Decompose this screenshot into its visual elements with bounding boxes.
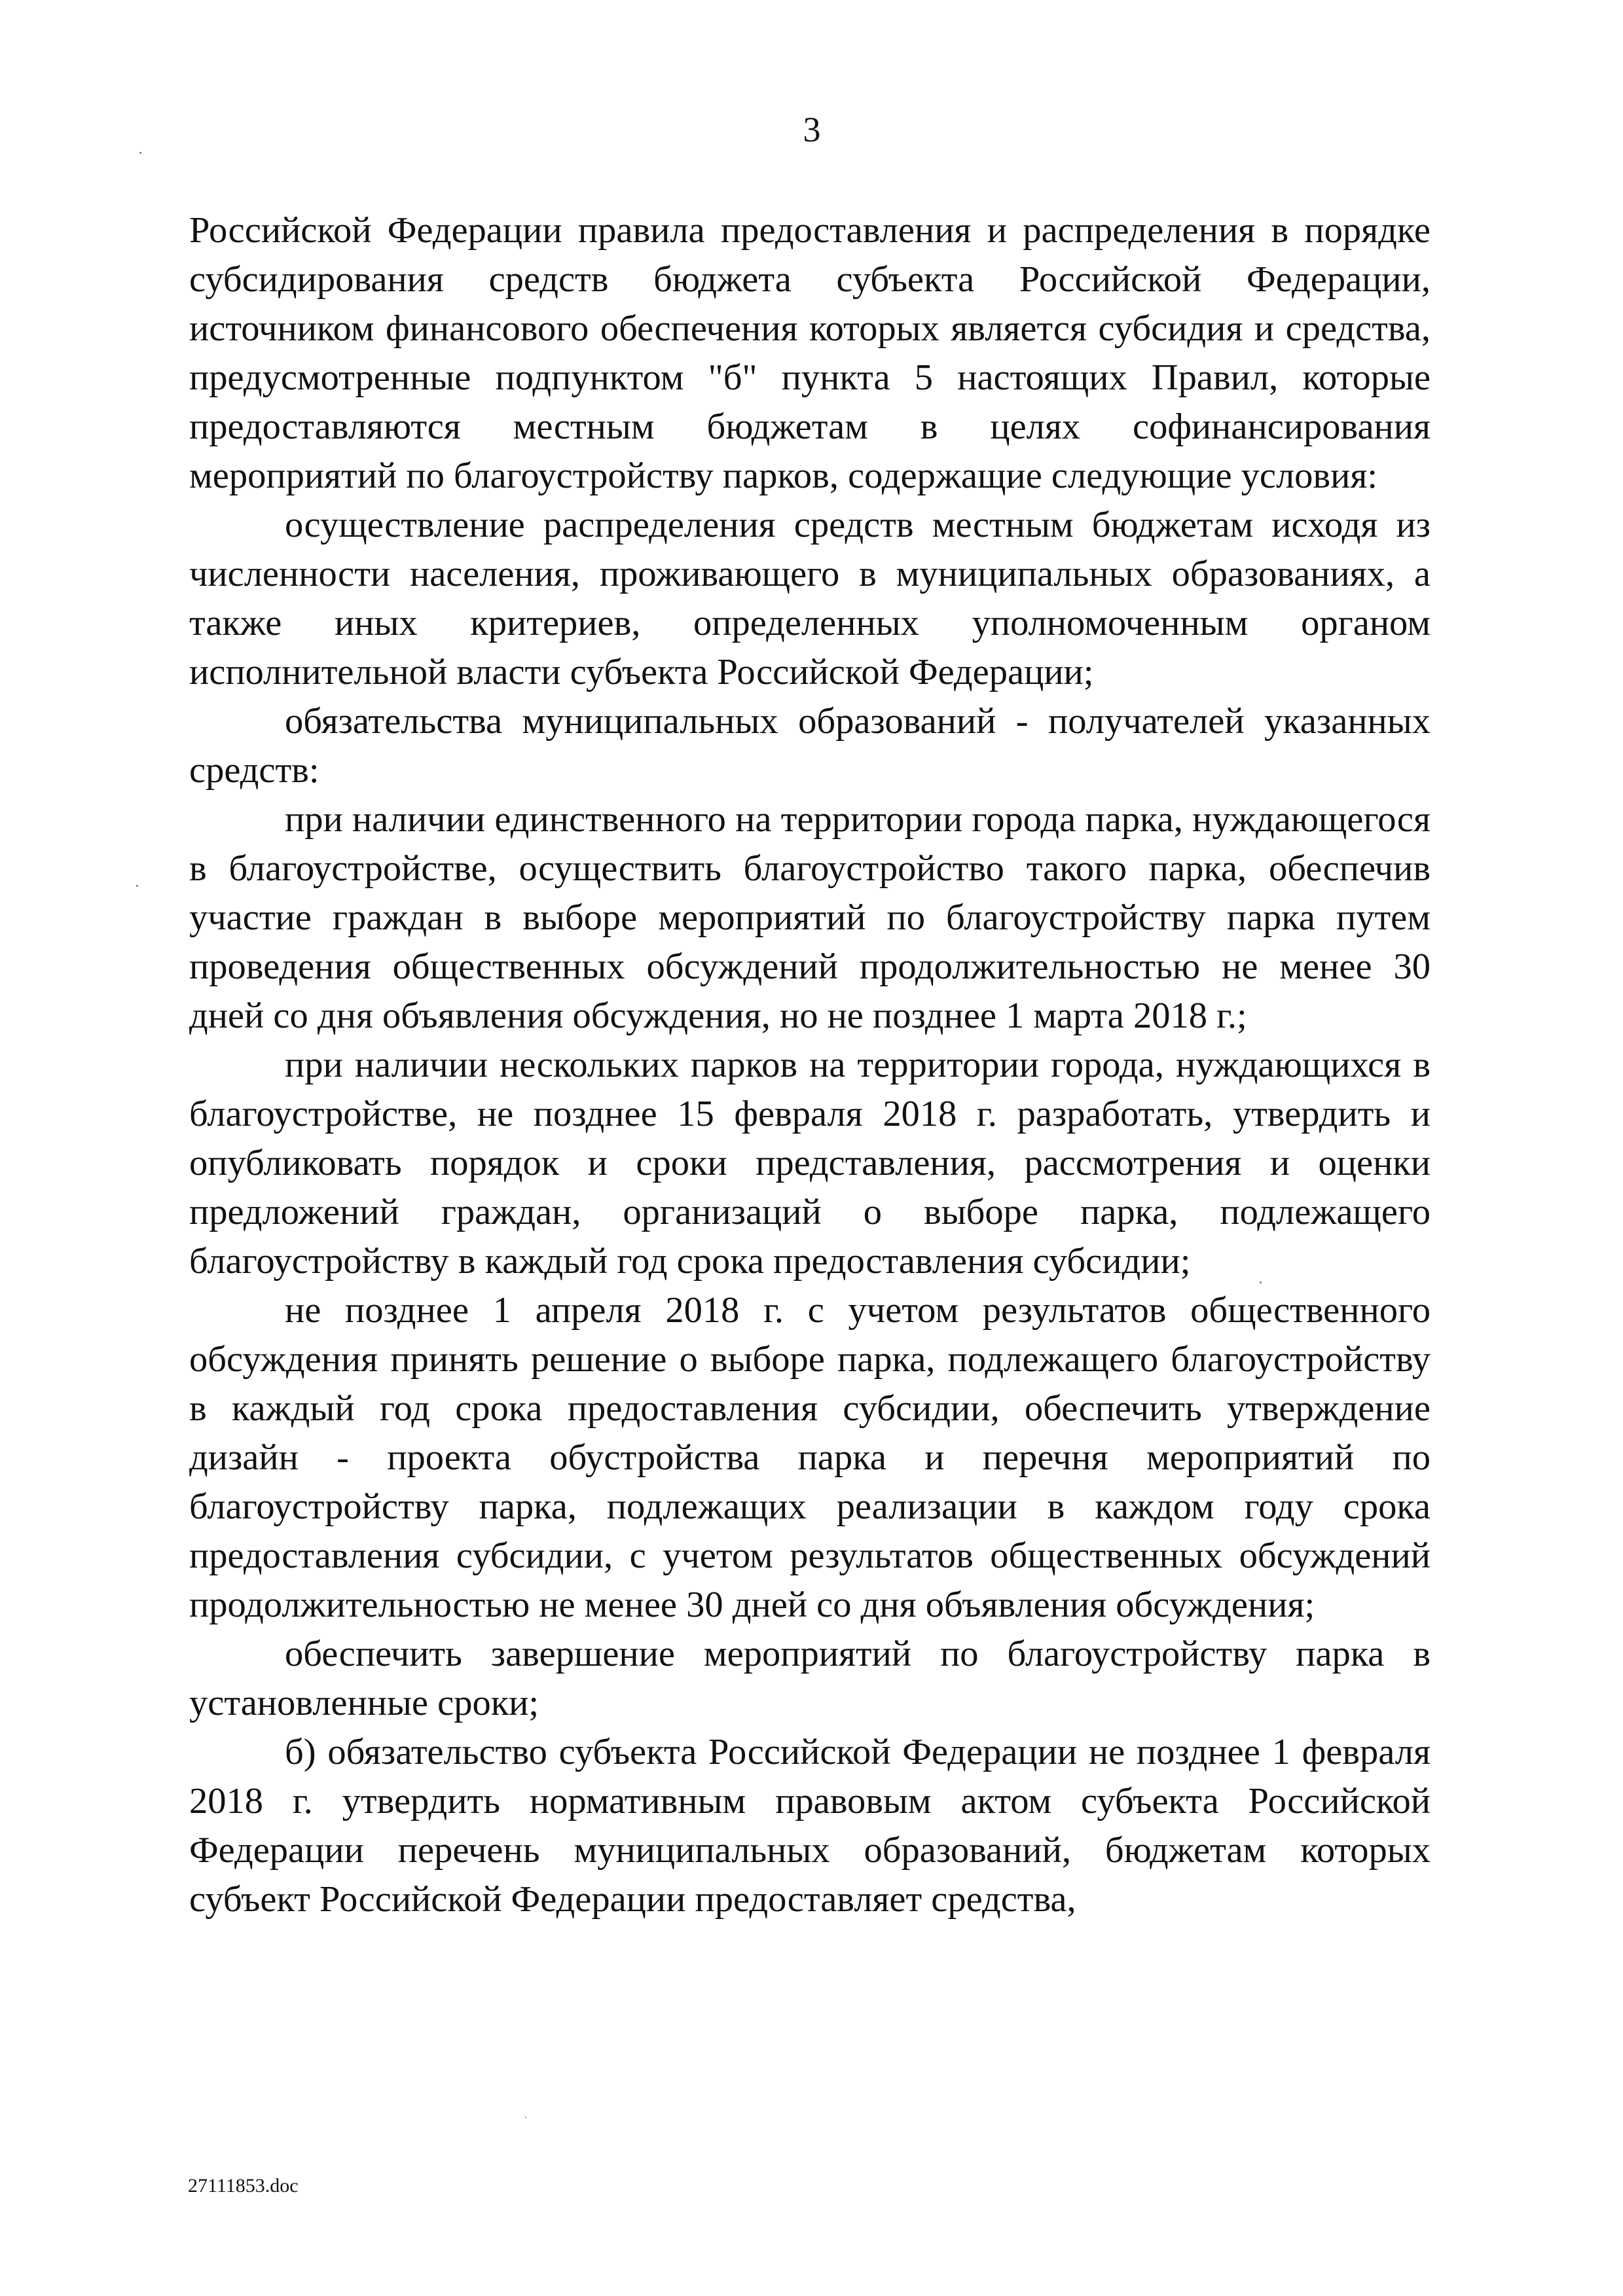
scan-speck [136,885,138,887]
paragraph-municipal-obligations: обязательства муниципальных образований - получателей указанных средств: [189,701,1431,791]
scan-speck [1260,1282,1262,1283]
paragraph-item-b: б) обязательство субъекта Российской Федерации не позднее 1 февраля 2018 г. утвердить нормативным правовым актом субъекта Российской Федерации перечень муниципальных образований, бюджетам которых субъект Российской Федерации предоставляет средства, [189,1732,1431,1920]
paragraph-continuation: Российской Федерации правила предоставления и распределения в порядке субсидирования средств бюджета субъекта Российской Федерации, источником финансового обеспечения которых является субсидия и средства, предусмотренные подпунктом "б" пункта 5 настоящих Правил, которые предоставляются местным бюджетам в целях софинансирования мероприятий по благоустройству парков, содержащие следующие условия: [189,210,1431,496]
paragraph-several-parks: при наличии нескольких парков на территории города, нуждающихся в благоустройстве, не позднее 15 февраля 2018 г. разработать, утвердить и опубликовать порядок и сроки представления, рассмотрения и оценки предложений граждан, организаций о выборе парка, подлежащего благоустройству в каждый год срока предоставления субсидии; [189,1045,1431,1282]
paragraph-park-selection: не позднее 1 апреля 2018 г. с учетом результатов общественного обсуждения принять решение о выборе парка, подлежащего благоустройству в каждый год срока предоставления субсидии, обеспечить утверждение дизайн - проекта обустройства парка и перечня мероприятий по благоустройству парка, подлежащих реализации в каждом году срока предоставления субсидии, с учетом результатов общественных обсуждений продолжительностью не менее 30 дней со дня объявления обсуждения; [189,1290,1431,1625]
footer-filename: 27111853.doc [188,2175,299,2197]
paragraph-single-park: при наличии единственного на территории города парка, нуждающегося в благоустройстве, осуществить благоустройство такого парка, обеспечив участие граждан в выборе мероприятий по благоустройству парка путем проведения общественных обсуждений продолжительностью не менее 30 дней со дня объявления обсуждения, но не позднее 1 марта 2018 г.; [189,799,1431,1036]
scan-speck [139,152,141,154]
page-number: 3 [803,110,821,149]
paragraph-completion: обеспечить завершение мероприятий по благоустройству парка в установленные сроки; [189,1634,1431,1723]
document-body [189,206,1431,1924]
scan-speck [525,2117,526,2118]
paragraph-distribution-condition: осуществление распределения средств местным бюджетам исходя из численности населения, проживающего в муниципальных образованиях, а также иных критериев, определенных уполномоченным органом исполнительной власти субъекта Российской Федерации; [189,505,1431,692]
